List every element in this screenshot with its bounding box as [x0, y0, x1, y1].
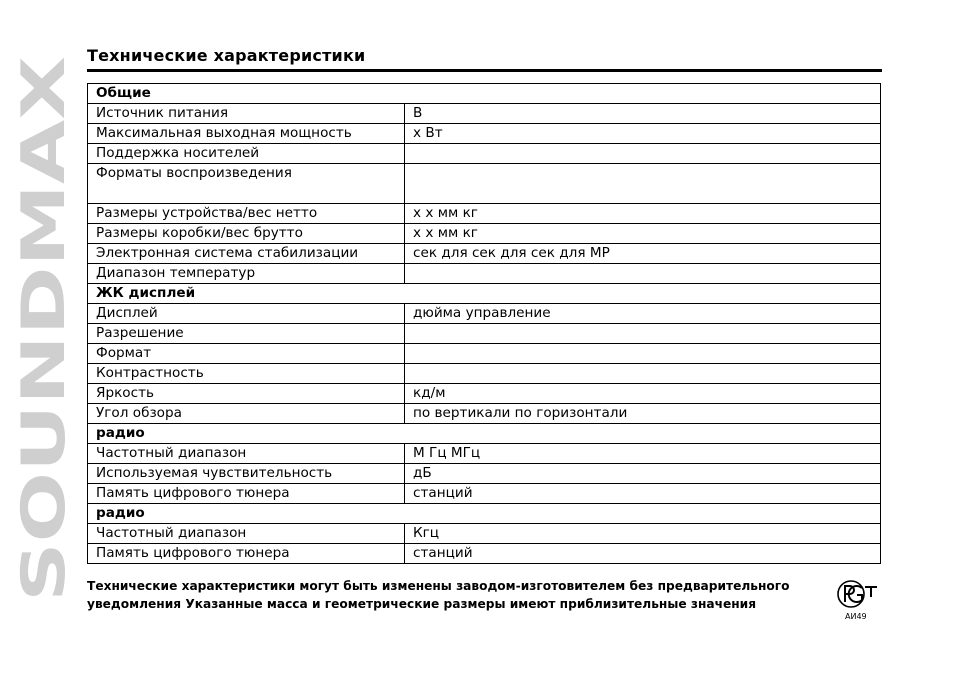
spec-value: сек для сек для сек для MP [405, 244, 881, 264]
spec-row [88, 224, 881, 244]
section-header-row [88, 84, 881, 104]
spec-label: Формат [88, 344, 405, 364]
spec-row [88, 264, 881, 284]
spec-label: Память цифрового тюнера [88, 544, 405, 564]
spec-row [88, 544, 881, 564]
section-heading: ЖК дисплей [88, 284, 881, 304]
spec-value [405, 144, 881, 164]
brand-text: SOUNDMAX [9, 206, 79, 602]
spec-label: Угол обзора [88, 404, 405, 424]
spec-value [405, 324, 881, 344]
spec-label: Максимальная выходная мощность [88, 124, 405, 144]
spec-row [88, 324, 881, 344]
spec-value [405, 164, 881, 204]
spec-value: станций [405, 544, 881, 564]
footer-line-2: уведомления Указанные масса и геометрические размеры имеют приблизительные значения [87, 597, 757, 611]
spec-label: Контрастность [88, 364, 405, 384]
spec-row [88, 164, 881, 204]
spec-label: Размеры коробки/вес брутто [88, 224, 405, 244]
spec-label: Диапазон температур [88, 264, 405, 284]
spec-row [88, 144, 881, 164]
spec-value: по вертикали по горизонтали [405, 404, 881, 424]
brand-logo [9, 54, 79, 602]
rst-certification-mark [836, 578, 882, 610]
rst-logo [836, 578, 882, 610]
spec-value [405, 264, 881, 284]
spec-value: x Вт [405, 124, 881, 144]
section-header-row [88, 284, 881, 304]
section-header-row [88, 504, 881, 524]
section-heading: радио [88, 424, 881, 444]
spec-row [88, 204, 881, 224]
spec-row [88, 404, 881, 424]
spec-value [405, 364, 881, 384]
spec-value: дБ [405, 464, 881, 484]
spec-value: Кгц [405, 524, 881, 544]
spec-label: Частотный диапазон [88, 444, 405, 464]
spec-value: станций [405, 484, 881, 504]
spec-row [88, 524, 881, 544]
spec-row [88, 244, 881, 264]
spec-label: Источник питания [88, 104, 405, 124]
spec-row [88, 344, 881, 364]
spec-label: Яркость [88, 384, 405, 404]
spec-label: Дисплей [88, 304, 405, 324]
spec-row [88, 304, 881, 324]
spec-value: дюйма управление [405, 304, 881, 324]
section-heading: радио [88, 504, 881, 524]
spec-value: В [405, 104, 881, 124]
spec-label: Форматы воспроизведения [88, 164, 405, 204]
spec-value: кд/м [405, 384, 881, 404]
page-title: Технические характеристики [87, 46, 366, 65]
section-heading: Общие [88, 84, 881, 104]
spec-value: x x мм кг [405, 224, 881, 244]
section-header-row [88, 424, 881, 444]
spec-row [88, 104, 881, 124]
spec-label: Память цифрового тюнера [88, 484, 405, 504]
spec-row [88, 444, 881, 464]
spec-label: Размеры устройства/вес нетто [88, 204, 405, 224]
brand-watermark [9, 54, 79, 602]
spec-label: Электронная система стабилизации [88, 244, 405, 264]
spec-row [88, 464, 881, 484]
spec-label: Поддержка носителей [88, 144, 405, 164]
spec-label: Используемая чувствительность [88, 464, 405, 484]
footer-line-1: Технические характеристики могут быть изменены заводом-изготовителем без предварительного [87, 579, 790, 593]
spec-value: М Гц МГц [405, 444, 881, 464]
certification-code: АИ49 [845, 612, 867, 621]
spec-value: x x мм кг [405, 204, 881, 224]
spec-row [88, 384, 881, 404]
spec-value [405, 344, 881, 364]
spec-row [88, 484, 881, 504]
spec-row [88, 124, 881, 144]
spec-label: Частотный диапазон [88, 524, 405, 544]
spec-row [88, 364, 881, 384]
footer-note [87, 577, 832, 613]
spec-table [87, 83, 881, 564]
title-rule [87, 69, 882, 72]
spec-label: Разрешение [88, 324, 405, 344]
